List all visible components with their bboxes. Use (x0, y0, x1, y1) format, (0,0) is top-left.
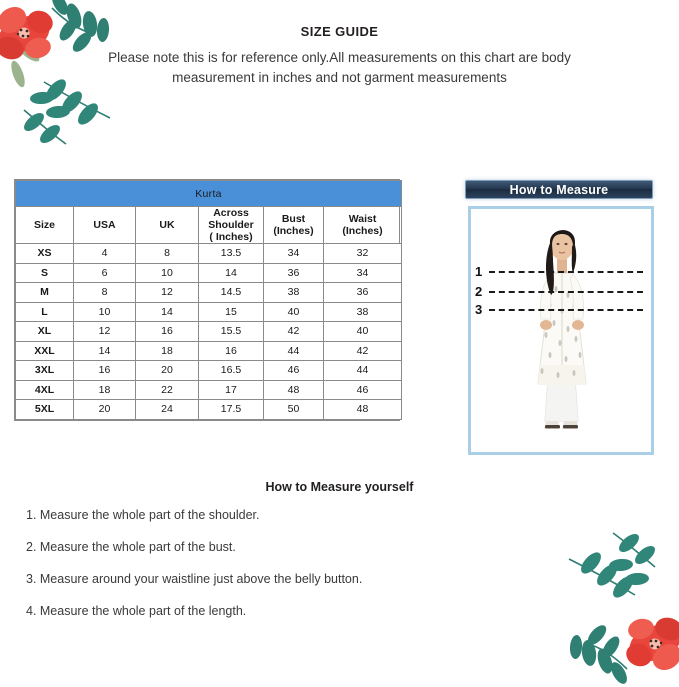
cell-value: 14 (74, 341, 136, 361)
cell-value: 44 (264, 341, 324, 361)
page-subtitle: Please note this is for reference only.All measurements on this chart are body measurement in inches and not garment measurements (108, 50, 571, 85)
cell-value: 14 (199, 263, 264, 283)
cell-value: 46 (264, 361, 324, 381)
cell-size: XXL (16, 341, 74, 361)
table-row (16, 400, 402, 420)
instruction-step: 3. Measure around your waistline just above the belly button. (26, 572, 363, 586)
column-header-waist: Waist (Inches) (324, 207, 402, 244)
cell-value: 8 (136, 244, 199, 264)
cell-value: 42 (264, 322, 324, 342)
measure-marker-1: 1 (475, 264, 483, 279)
table-header-row (16, 207, 402, 244)
cell-value: 48 (264, 380, 324, 400)
cell-value: 4 (74, 244, 136, 264)
cell-value: 18 (136, 341, 199, 361)
instruction-step: 1. Measure the whole part of the shoulder. (26, 508, 260, 522)
table-row (16, 380, 402, 400)
cell-value: 40 (324, 322, 402, 342)
table-row (16, 302, 402, 322)
cell-size: 4XL (16, 380, 74, 400)
instruction-list (26, 508, 456, 636)
cell-size: XS (16, 244, 74, 264)
cell-value: 17.5 (199, 400, 264, 420)
cell-value: 14.5 (199, 283, 264, 303)
measure-marker-2: 2 (475, 284, 483, 299)
cell-value: 12 (74, 322, 136, 342)
column-header-usa: USA (74, 207, 136, 244)
size-chart-table (15, 180, 402, 420)
cell-value: 38 (324, 302, 402, 322)
cell-size: 5XL (16, 400, 74, 420)
cell-value: 50 (264, 400, 324, 420)
cell-value: 36 (264, 263, 324, 283)
size-chart-container (14, 179, 400, 421)
how-to-measure-banner: How to Measure (465, 180, 653, 199)
cell-value: 36 (324, 283, 402, 303)
measure-marker-3: 3 (475, 302, 483, 317)
cell-value: 15 (199, 302, 264, 322)
cell-value: 12 (136, 283, 199, 303)
size-chart-body (16, 244, 402, 420)
cell-size: M (16, 283, 74, 303)
cell-size: 3XL (16, 361, 74, 381)
cell-value: 14 (136, 302, 199, 322)
cell-value: 34 (264, 244, 324, 264)
floral-decoration-bottom-right (545, 527, 679, 687)
instruction-step: 2. Measure the whole part of the bust. (26, 540, 236, 554)
how-to-measure-yourself-heading: How to Measure yourself (265, 480, 414, 494)
table-row (16, 263, 402, 283)
cell-value: 24 (136, 400, 199, 420)
cell-value: 38 (264, 283, 324, 303)
cell-value: 32 (324, 244, 402, 264)
cell-value: 10 (74, 302, 136, 322)
how-to-measure-panel (468, 206, 654, 455)
model-illustration (518, 215, 604, 451)
cell-value: 40 (264, 302, 324, 322)
column-header-size: Size (16, 207, 74, 244)
table-row (16, 244, 402, 264)
cell-value: 42 (324, 341, 402, 361)
cell-value: 17 (199, 380, 264, 400)
cell-value: 44 (324, 361, 402, 381)
cell-size: S (16, 263, 74, 283)
column-header-bust: Bust (Inches) (264, 207, 324, 244)
table-row (16, 341, 402, 361)
cell-value: 15.5 (199, 322, 264, 342)
cell-value: 13.5 (199, 244, 264, 264)
cell-value: 48 (324, 400, 402, 420)
cell-value: 16.5 (199, 361, 264, 381)
cell-value: 46 (324, 380, 402, 400)
cell-size: XL (16, 322, 74, 342)
table-caption-kurta: Kurta (16, 181, 402, 207)
column-header-uk: UK (136, 207, 199, 244)
cell-value: 22 (136, 380, 199, 400)
table-row (16, 361, 402, 381)
measure-line-1 (489, 271, 643, 273)
cell-value: 18 (74, 380, 136, 400)
page-title: SIZE GUIDE (300, 24, 379, 39)
instruction-step: 4. Measure the whole part of the length. (26, 604, 247, 618)
table-row (16, 322, 402, 342)
column-header-across-shoulder: Across Shoulder ( Inches) (199, 207, 264, 244)
cell-value: 20 (74, 400, 136, 420)
table-row (16, 283, 402, 303)
cell-value: 16 (74, 361, 136, 381)
cell-value: 10 (136, 263, 199, 283)
cell-value: 16 (136, 322, 199, 342)
cell-value: 6 (74, 263, 136, 283)
cell-value: 16 (199, 341, 264, 361)
cell-size: L (16, 302, 74, 322)
measure-line-2 (489, 291, 643, 293)
cell-value: 8 (74, 283, 136, 303)
cell-value: 34 (324, 263, 402, 283)
measure-line-3 (489, 309, 643, 311)
cell-value: 20 (136, 361, 199, 381)
